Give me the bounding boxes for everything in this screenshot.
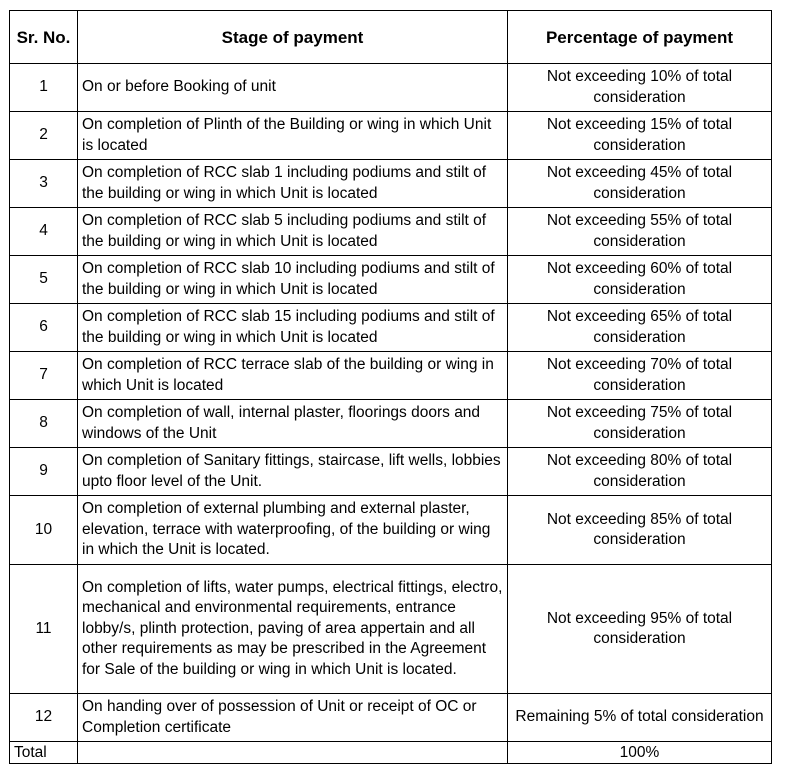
table-row (10, 352, 772, 400)
table-body (10, 64, 772, 764)
row-stage: On completion of RCC slab 5 including podiums and stilt of the building or wing in which Unit is located (78, 208, 508, 256)
table-row (10, 496, 772, 565)
row-percentage: Not exceeding 65% of total consideration (508, 304, 772, 352)
row-stage: On or before Booking of unit (78, 64, 508, 112)
table-row (10, 256, 772, 304)
row-sr-no: 6 (10, 304, 78, 352)
table-row (10, 208, 772, 256)
row-percentage: Not exceeding 60% of total consideration (508, 256, 772, 304)
total-row (10, 742, 772, 764)
total-percentage: 100% (508, 742, 772, 764)
row-sr-no: 9 (10, 448, 78, 496)
header-row (10, 11, 772, 64)
row-stage: On completion of Sanitary fittings, staircase, lift wells, lobbies upto floor level of the Unit. (78, 448, 508, 496)
row-stage: On completion of lifts, water pumps, electrical fittings, electro, mechanical and environmental requirements, entrance lobby/s, plinth protection, paving of area appertain and all other requirements as may be prescribed in the Agreement for Sale of the building or wing in which Unit is located. (78, 565, 508, 694)
row-percentage: Not exceeding 95% of total consideration (508, 565, 772, 694)
row-sr-no: 10 (10, 496, 78, 565)
row-percentage: Not exceeding 15% of total consideration (508, 112, 772, 160)
row-sr-no: 2 (10, 112, 78, 160)
row-stage: On completion of RCC slab 15 including podiums and stilt of the building or wing in which Unit is located (78, 304, 508, 352)
row-sr-no: 3 (10, 160, 78, 208)
row-percentage: Not exceeding 45% of total consideration (508, 160, 772, 208)
table-row (10, 694, 772, 742)
row-stage: On completion of RCC slab 10 including podiums and stilt of the building or wing in which Unit is located (78, 256, 508, 304)
row-stage: On completion of Plinth of the Building or wing in which Unit is located (78, 112, 508, 160)
row-stage: On handing over of possession of Unit or receipt of OC or Completion certificate (78, 694, 508, 742)
row-percentage: Not exceeding 80% of total consideration (508, 448, 772, 496)
row-percentage: Not exceeding 85% of total consideration (508, 496, 772, 565)
row-sr-no: 5 (10, 256, 78, 304)
row-sr-no: 11 (10, 565, 78, 694)
row-sr-no: 7 (10, 352, 78, 400)
header-stage: Stage of payment (78, 11, 508, 64)
row-sr-no: 1 (10, 64, 78, 112)
table-row (10, 448, 772, 496)
table-row (10, 64, 772, 112)
row-sr-no: 4 (10, 208, 78, 256)
table-header (10, 11, 772, 64)
header-sr-no: Sr. No. (10, 11, 78, 64)
row-percentage: Remaining 5% of total consideration (508, 694, 772, 742)
table-row (10, 112, 772, 160)
table-row (10, 304, 772, 352)
row-stage: On completion of RCC terrace slab of the building or wing in which Unit is located (78, 352, 508, 400)
table-row (10, 400, 772, 448)
row-sr-no: 8 (10, 400, 78, 448)
row-percentage: Not exceeding 75% of total consideration (508, 400, 772, 448)
table-row (10, 160, 772, 208)
row-stage: On completion of RCC slab 1 including podiums and stilt of the building or wing in which Unit is located (78, 160, 508, 208)
row-percentage: Not exceeding 10% of total consideration (508, 64, 772, 112)
row-sr-no: 12 (10, 694, 78, 742)
row-percentage: Not exceeding 55% of total consideration (508, 208, 772, 256)
table-row (10, 565, 772, 694)
row-stage: On completion of external plumbing and external plaster, elevation, terrace with waterproofing, of the building or wing in which the Unit is located. (78, 496, 508, 565)
header-percentage: Percentage of payment (508, 11, 772, 64)
total-stage (78, 742, 508, 764)
row-stage: On completion of wall, internal plaster, floorings doors and windows of the Unit (78, 400, 508, 448)
payment-schedule-table (9, 10, 772, 764)
total-label: Total (10, 742, 78, 764)
row-percentage: Not exceeding 70% of total consideration (508, 352, 772, 400)
